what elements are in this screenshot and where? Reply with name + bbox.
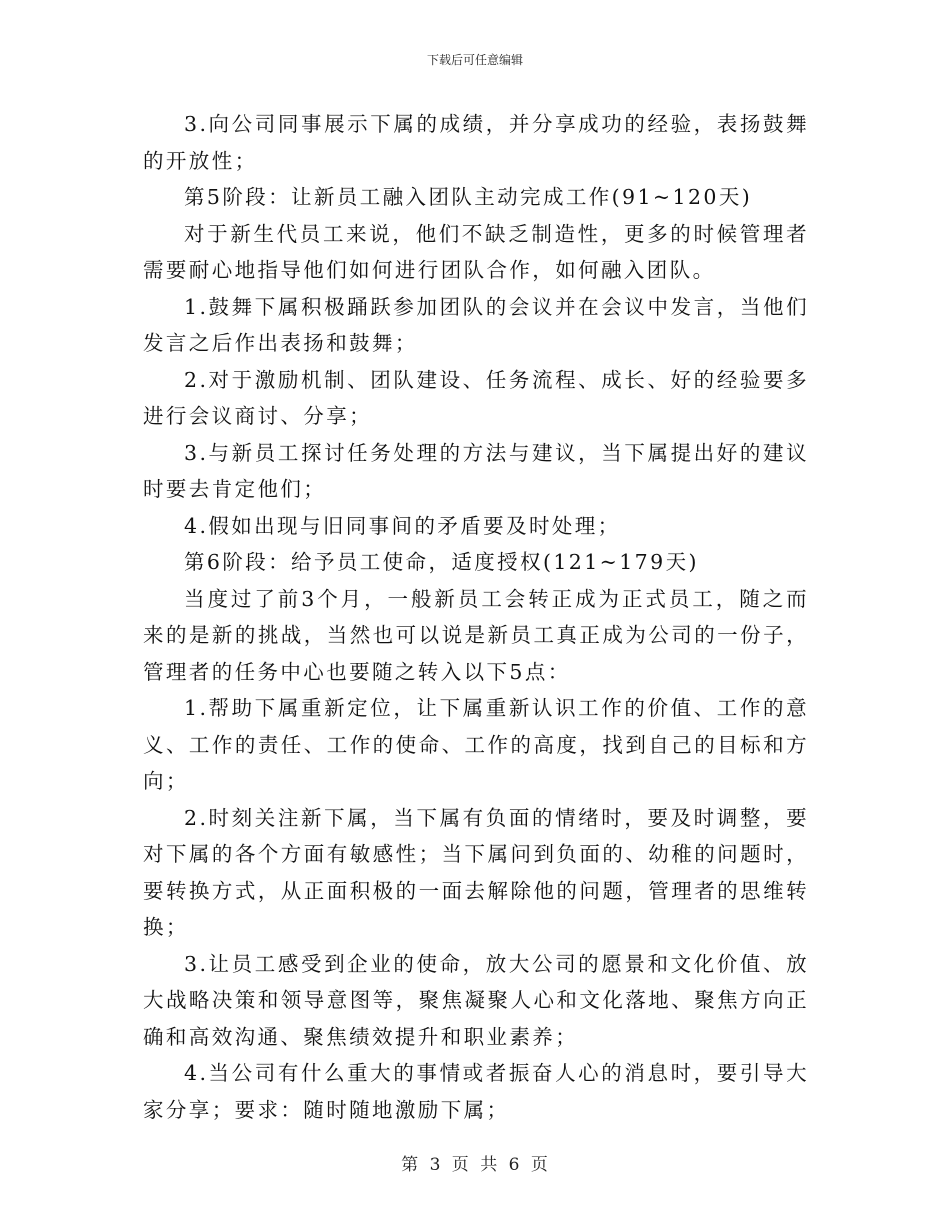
paragraph: 3.向公司同事展示下属的成绩，并分享成功的经验，表扬鼓舞的开放性； bbox=[143, 112, 809, 173]
section-heading: 第5阶段：让新员工融入团队主动完成工作(91~120天) bbox=[184, 185, 753, 209]
paragraph: 1.帮助下属重新定位，让下属重新认识工作的价值、工作的意义、工作的责任、工作的使命、工作的高度，找到自己的目标和方向； bbox=[143, 696, 809, 793]
paragraph: 当度过了前3个月，一般新员工会转正成为正式员工，随之而来的是新的挑战，当然也可以说是新员工真正成为公司的一份子，管理者的任务中心也要随之转入以下5点： bbox=[143, 586, 809, 684]
paragraph: 1.鼓舞下属积极踊跃参加团队的会议并在会议中发言，当他们发言之后作出表扬和鼓舞； bbox=[143, 294, 809, 355]
paragraph: 3.让员工感受到企业的使命，放大公司的愿景和文化价值、放大战略决策和领导意图等，聚焦凝聚人心和文化落地、聚焦方向正确和高效沟通、聚焦绩效提升和职业素养； bbox=[143, 951, 809, 1049]
paragraph: 2.时刻关注新下属，当下属有负面的情绪时，要及时调整，要对下属的各个方面有敏感性；当下属问到负面的、幼稚的问题时，要转换方式，从正面积极的一面去解除他的问题，管理者的思维转换； bbox=[143, 805, 809, 939]
section-heading: 第6阶段：给予员工使命，适度授权(121~179天) bbox=[184, 550, 699, 574]
paragraph: 对于新生代员工来说，他们不缺乏制造性，更多的时候管理者需要耐心地指导他们如何进行团队合作，如何融入团队。 bbox=[143, 221, 809, 282]
paragraph: 4.假如出现与旧同事间的矛盾要及时处理； bbox=[184, 513, 621, 538]
page-number: 第 3 页 共 6 页 bbox=[401, 1155, 549, 1175]
paragraph: 2.对于激励机制、团队建设、任务流程、成长、好的经验要多进行会议商讨、分享； bbox=[143, 367, 809, 428]
paragraph: 3.与新员工探讨任务处理的方法与建议，当下属提出好的建议时要去肯定他们； bbox=[143, 440, 809, 501]
document-body bbox=[143, 106, 809, 1128]
paragraph: 4.当公司有什么重大的事情或者振奋人心的消息时，要引导大家分享；要求：随时随地激励下属； bbox=[143, 1061, 809, 1122]
page-header: 下载后可任意编辑 bbox=[426, 53, 523, 67]
